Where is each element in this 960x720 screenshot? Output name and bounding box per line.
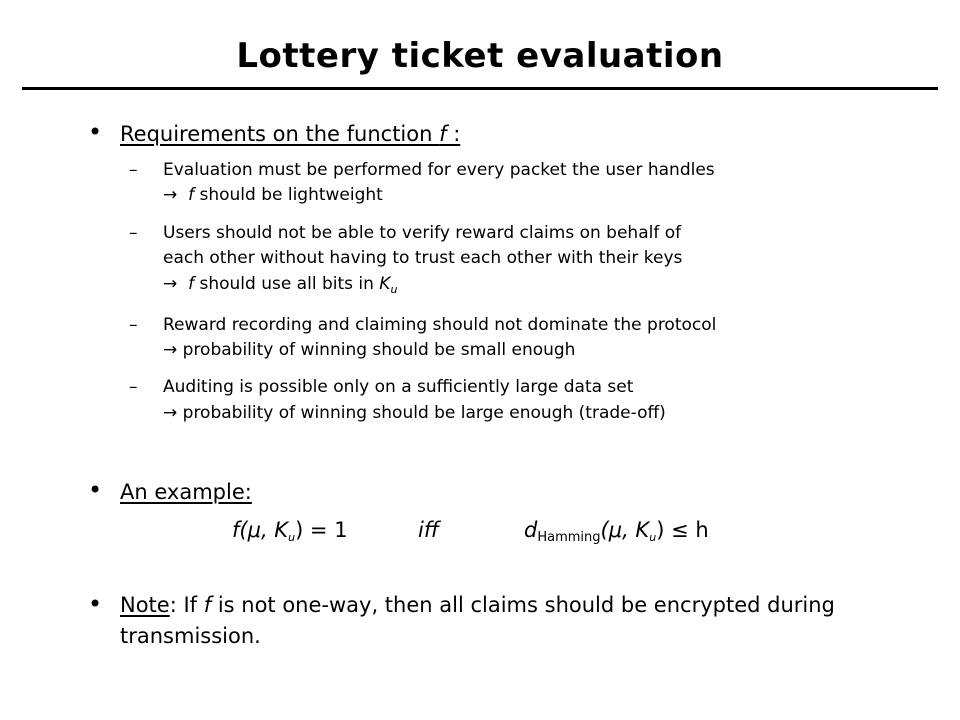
example-heading: An example:	[120, 480, 252, 504]
formula-left-subscript: u	[288, 531, 296, 544]
sub-item-4-line2	[163, 401, 666, 426]
formula-right-expr: (μ, K	[600, 518, 650, 542]
function-symbol: f	[203, 593, 212, 617]
formula-right	[524, 518, 709, 545]
function-symbol: f	[439, 122, 447, 146]
requirements-heading-text: Requirements on the function	[120, 122, 440, 146]
note-text-2: is not one-way, then all claims should be encrypted during transmission.	[120, 593, 835, 648]
sub-item-3-line2	[163, 338, 575, 363]
formula-right-subscript: u	[649, 531, 657, 544]
requirements-heading	[120, 122, 460, 146]
bullet-example: •	[88, 476, 103, 504]
sub-item-2-conclusion: should use all bits in	[194, 274, 380, 294]
arrow-icon: →	[163, 403, 178, 423]
formula-right-end: ) ≤ h	[656, 518, 709, 542]
sub-dash-1: –	[129, 160, 138, 180]
sub-item-3-conclusion: probability of winning should be small enough	[177, 340, 576, 360]
sub-item-2-line1b: each other without having to trust each other with their keys	[163, 248, 683, 268]
sub-item-1-conclusion: should be lightweight	[194, 185, 383, 205]
bullet-note: •	[88, 590, 103, 618]
distance-symbol: d	[524, 518, 538, 542]
formula-left-expr: f(μ, K	[232, 518, 289, 542]
sub-item-4-conclusion: probability of winning should be large enough (trade-off)	[177, 403, 666, 423]
note-label: Note	[120, 593, 170, 617]
arrow-icon: →	[163, 340, 178, 360]
sub-item-3-line1: Reward recording and claiming should not dominate the protocol	[163, 315, 717, 335]
sub-item-1-line2	[163, 183, 383, 208]
title-divider	[22, 87, 938, 90]
bullet-requirements: •	[88, 118, 103, 146]
formula-left-end: ) = 1	[295, 518, 348, 542]
slide-title: Lottery ticket evaluation	[236, 36, 724, 76]
note-text-1: : If	[169, 593, 204, 617]
key-subscript: u	[390, 283, 398, 296]
sub-dash-4: –	[129, 377, 138, 397]
function-symbol: f	[188, 274, 195, 294]
sub-item-4-line1: Auditing is possible only on a sufficiently large data set	[163, 377, 634, 397]
hamming-subscript: Hamming	[537, 530, 601, 545]
requirements-colon: :	[446, 122, 461, 146]
sub-item-2-line2	[163, 272, 397, 302]
arrow-icon: →	[163, 185, 178, 205]
sub-item-1-line1: Evaluation must be performed for every packet the user handles	[163, 160, 715, 180]
sub-item-2-line1: Users should not be able to verify reward claims on behalf of	[163, 223, 682, 243]
key-symbol: K	[379, 274, 391, 294]
arrow-icon: →	[163, 274, 178, 294]
note-text	[120, 590, 910, 652]
iff-text: iff	[418, 518, 439, 542]
sub-dash-2: –	[129, 223, 138, 243]
sub-dash-3: –	[129, 315, 138, 335]
formula-iff	[418, 518, 439, 542]
formula-left	[232, 518, 348, 544]
function-symbol: f	[188, 185, 195, 205]
